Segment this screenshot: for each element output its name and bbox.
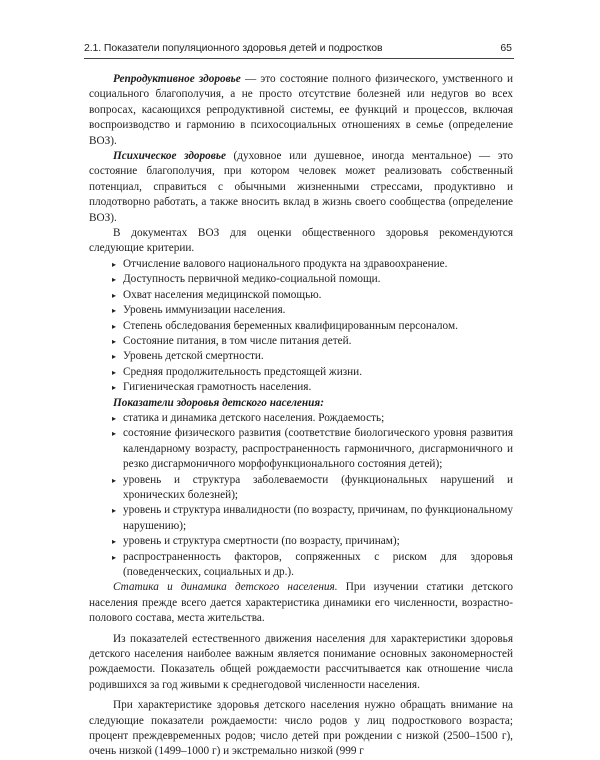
list-item: ▸ статика и динамика детского населения. Рождаемость; [89, 411, 513, 426]
chapter-title: 2.1. Показатели популяционного здоровья детей и подростков [84, 42, 383, 54]
bullet-icon: ▸ [112, 383, 117, 393]
list-item: ▸ распространенность факторов, сопряженных с риском для здоровья (поведенческих, социальных и др.). [112, 550, 513, 578]
bullet-icon: ▸ [112, 552, 117, 562]
bullet-icon: ▸ [112, 475, 117, 485]
list-item: ▸ Охват населения медицинской помощью. [89, 288, 513, 303]
bullet-icon: ▸ [112, 259, 117, 269]
list-item: ▸ Степень обследования беременных квалифицированным персоналом. [89, 319, 513, 334]
term-mental-health: Психическое здоровье [113, 150, 226, 163]
bullet-icon: ▸ [112, 367, 117, 377]
list-item: ▸ уровень и структура смертности (по возрасту, причинам); [89, 534, 513, 549]
bullet-icon: ▸ [112, 336, 117, 346]
bullet-icon: ▸ [112, 429, 117, 439]
list-item: ▸ Отчисление валового национального продукта на здравоохранение. [89, 257, 513, 272]
bullet-icon: ▸ [112, 506, 117, 516]
list-item: ▸ Доступность первичной медико-социальной помощи. [89, 272, 513, 287]
page-number: 65 [500, 42, 512, 54]
paragraph-mental-health [89, 149, 513, 226]
paragraph-who-criteria: В документах ВОЗ для оценки общественного здоровья рекомендуются следующие критерии. [89, 227, 513, 255]
list-item: ▸ Уровень детской смертности. [89, 349, 513, 364]
list-item: ▸ Средняя продолжительность предстоящей жизни. [89, 365, 513, 380]
child-health-heading: Показатели здоровья детского населения: [113, 396, 324, 409]
running-header [84, 40, 514, 59]
list-item: ▸ Гигиеническая грамотность населения. [89, 380, 513, 395]
page-body [89, 72, 513, 760]
list-item: ▸ состояние физического развития (соответствие биологического уровня развития календарному возрасту, распространенность гармоничного, дисгармоничного и резко дисгармоничного морфофункционального состояния детей); [112, 427, 513, 471]
term-reproductive-health: Репродуктивное здоровье [113, 73, 241, 85]
list-item: ▸ уровень и структура заболеваемости (функциональных нарушений и хронических болезней); [112, 473, 513, 501]
paragraph-natality-indicators: При характеристике здоровья детского населения нужно обращать внимание на следующие показатели рождаемости: число родов у лиц подросткового возраста; процент преждевременных родов; число детей при рождении с низкой (2500–1500 г), очень низкой (1499–1000 г) и экстремально низкой (999 г [89, 699, 513, 758]
bullet-icon: ▸ [112, 321, 117, 331]
bullet-icon: ▸ [112, 306, 117, 316]
paragraph-reproductive-health [89, 72, 513, 149]
list-item: ▸ уровень и структура инвалидности (по возрасту, причинам, по функциональному нарушению); [112, 504, 513, 532]
list-item: ▸ Уровень иммунизации населения. [89, 303, 513, 318]
bullet-icon: ▸ [112, 413, 117, 423]
paragraph-statics-dynamics: Статика и динамика детского населения. При изучении статики детского населения прежде всего дается характеристика динамики его численности, возрастно-полового состава, места жительства. [89, 581, 513, 625]
child-indicators-list [89, 411, 513, 580]
definition-text: — это состояние полного физического, умственного и социального благополучия, а не просто отсутствие болезней или недугов во всех вопросах, касающихся репродуктивной системы, ее функций и процессов, включая воспроизводство и гармонию в психосоциальных отношениях в семье (определение ВОЗ). [89, 73, 513, 147]
bullet-icon: ▸ [112, 275, 117, 285]
list-item: ▸ Состояние питания, в том числе питания детей. [89, 334, 513, 349]
bullet-icon: ▸ [112, 537, 117, 547]
statics-lead: Статика и динамика детского населения. [113, 581, 338, 594]
definition-text: (духовное или душевное, иногда ментальное) — это состояние благополучия, при котором человек может реализовать собственный потенциал, справиться с обычными жизненными стрессами, продуктивно и плодотворно работать, а также вносить вклад в жизнь своего сообщества (определение ВОЗ). [89, 150, 513, 224]
paragraph-natality: Из показателей естественного движения населения для характеристики здоровья детского населения наиболее важным является понимание основных закономерностей рождаемости. Показатель общей рождаемости рассчитывается как отношение числа родившихся за год живыми к среднегодовой численности населения. [89, 632, 513, 691]
bullet-icon: ▸ [112, 352, 117, 362]
who-criteria-list [89, 257, 513, 396]
bullet-icon: ▸ [112, 290, 117, 300]
